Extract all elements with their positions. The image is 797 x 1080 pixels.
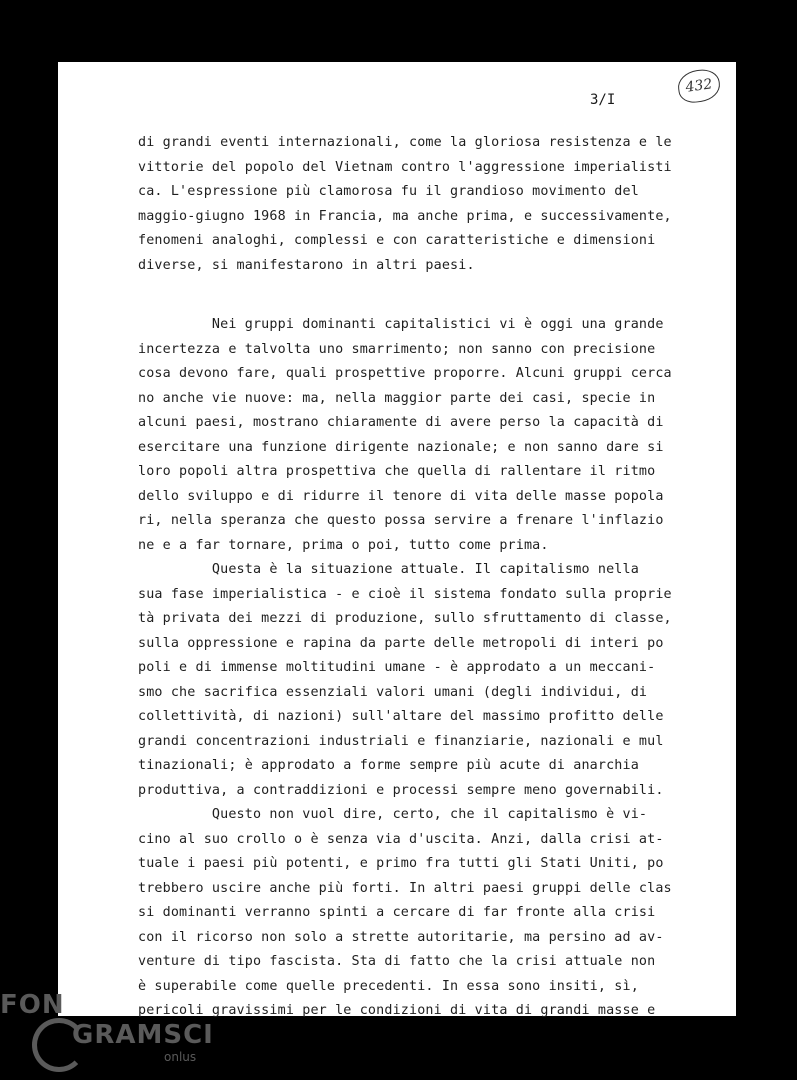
text-line: pericoli gravissimi per le condizioni di vita di grandi masse e [138,1003,656,1018]
text-line: fenomeni analoghi, complessi e con caratteristiche e dimensioni [138,233,656,248]
text-line: maggio-giugno 1968 in Francia, ma anche prima, e successivamente, [138,208,672,224]
text-line: diverse, si manifestarono in altri paesi. [138,257,475,273]
text-line: sulla oppressione e rapina da parte delle metropoli di interi po [138,635,664,651]
text-line: cino al suo crollo o è senza via d'uscita. Anzi, dalla crisi at- [138,831,664,847]
text-line: Nei gruppi dominanti capitalistici vi è oggi una grande [138,317,664,332]
fondazione-gramsci-watermark [0,990,220,1070]
text-line: Questo non vuol dire, certo, che il capitalismo è vi- [138,807,648,822]
text-line: esercitare una funzione dirigente nazionale; e non sanno dare si [138,439,664,455]
text-line: vittorie del popolo del Vietnam contro l'aggressione imperialisti [138,159,672,175]
text-line: loro popoli altra prospettiva che quella di rallentare il ritmo [138,464,656,479]
watermark-text-gramsci: GRAMSCI [72,1020,214,1050]
watermark-text-fon: FON [0,990,65,1020]
text-line: produttiva, a contraddizioni e processi sempre meno governabili. [138,782,664,798]
text-line: trebbero uscire anche più forti. In altri paesi gruppi delle clas [138,880,672,896]
text-line: si dominanti verranno spinti a cercare di far fronte alla crisi [138,905,656,920]
text-line: è superabile come quelle precedenti. In essa sono insiti, sì, [138,978,639,994]
text-line: smo che sacrifica essenziali valori umani (degli individui, di [138,684,648,700]
text-line: collettività, di nazioni) sull'altare del massimo profitto delle [138,709,664,724]
text-line: no anche vie nuove: ma, nella maggior parte dei casi, specie in [138,390,656,406]
text-line: alcuni paesi, mostrano chiaramente di avere perso la capacità di [138,415,664,430]
paragraph-1 [138,131,698,278]
text-line: con il ricorso non solo a strette autoritarie, ma persino ad av- [138,929,664,945]
text-line: tuale i paesi più potenti, e primo fra tutti gli Stati Uniti, po [138,856,664,871]
text-line: dello sviluppo e di ridurre il tenore di vita delle masse popola [138,488,664,504]
text-line: di grandi eventi internazionali, come la gloriosa resistenza e le [138,135,672,150]
text-line: ri, nella speranza che questo possa servire a frenare l'inflazio [138,513,664,528]
archive-number-stamp: 432 [676,67,722,105]
text-line: cosa devono fare, quali prospettive proporre. Alcuni gruppi cerca [138,366,672,381]
text-line: grandi concentrazioni industriali e finanziarie, nazionali e mul [138,733,664,749]
text-line: tinazionali; è approdato a forme sempre più acute di anarchia [138,758,639,773]
text-line: venture di tipo fascista. Sta di fatto che la crisi attuale non [138,954,656,969]
text-line: sua fase imperialistica - e cioè il sistema fondato sulla proprie [138,586,672,602]
text-line: Questa è la situazione attuale. Il capitalismo nella [138,562,639,577]
text-line: tà privata dei mezzi di produzione, sullo sfruttamento di classe, [138,611,672,626]
text-line: incertezza e talvolta uno smarrimento; non sanno con precisione [138,341,656,357]
text-line: ca. L'espressione più clamorosa fu il grandioso movimento del [138,184,639,199]
watermark-text-onlus: onlus [164,1050,197,1064]
text-line: ne e a far tornare, prima o poi, tutto come prima. [138,537,549,553]
page-number: 3/I [590,92,616,108]
paragraph-2 [138,313,698,1024]
text-line: poli e di immense moltitudini umane - è approdato a un meccani- [138,660,656,675]
